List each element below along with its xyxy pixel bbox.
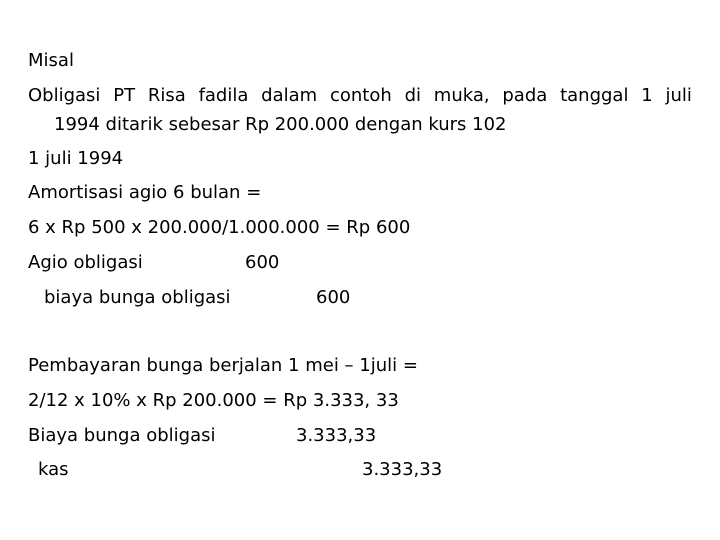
heading: Misal — [28, 50, 74, 71]
word: Risa — [147, 85, 186, 106]
paragraph-line-1 — [28, 85, 692, 107]
journal1-credit-amount: 600 — [316, 287, 351, 308]
date-line: 1 juli 1994 — [28, 148, 124, 169]
journal1-credit-account: biaya bunga obligasi — [44, 287, 231, 308]
amortization-title: Amortisasi agio 6 bulan = — [28, 182, 262, 203]
word: pada — [502, 85, 548, 106]
word: Obligasi — [28, 85, 101, 106]
word: contoh — [329, 85, 392, 106]
word: PT — [113, 85, 136, 106]
word: tanggal — [560, 85, 629, 106]
accrued-title: Pembayaran bunga berjalan 1 mei – 1juli = — [28, 355, 418, 376]
journal1-debit-amount: 600 — [245, 252, 280, 273]
word: fadila — [198, 85, 249, 106]
journal2-credit-account: kas — [38, 459, 69, 480]
journal2-credit-amount: 3.333,33 — [362, 459, 443, 480]
word: dalam — [261, 85, 318, 106]
journal2-debit-amount: 3.333,33 — [296, 425, 377, 446]
word: di — [404, 85, 421, 106]
journal1-debit-account: Agio obligasi — [28, 252, 143, 273]
accrued-formula: 2/12 x 10% x Rp 200.000 = Rp 3.333, 33 — [28, 390, 399, 411]
journal2-debit-account: Biaya bunga obligasi — [28, 425, 216, 446]
paragraph-line-2: 1994 ditarik sebesar Rp 200.000 dengan kurs 102 — [54, 114, 507, 135]
word: muka, — [433, 85, 490, 106]
amortization-formula: 6 x Rp 500 x 200.000/1.000.000 = Rp 600 — [28, 217, 411, 238]
word: juli — [665, 85, 692, 106]
word: 1 — [641, 85, 653, 106]
